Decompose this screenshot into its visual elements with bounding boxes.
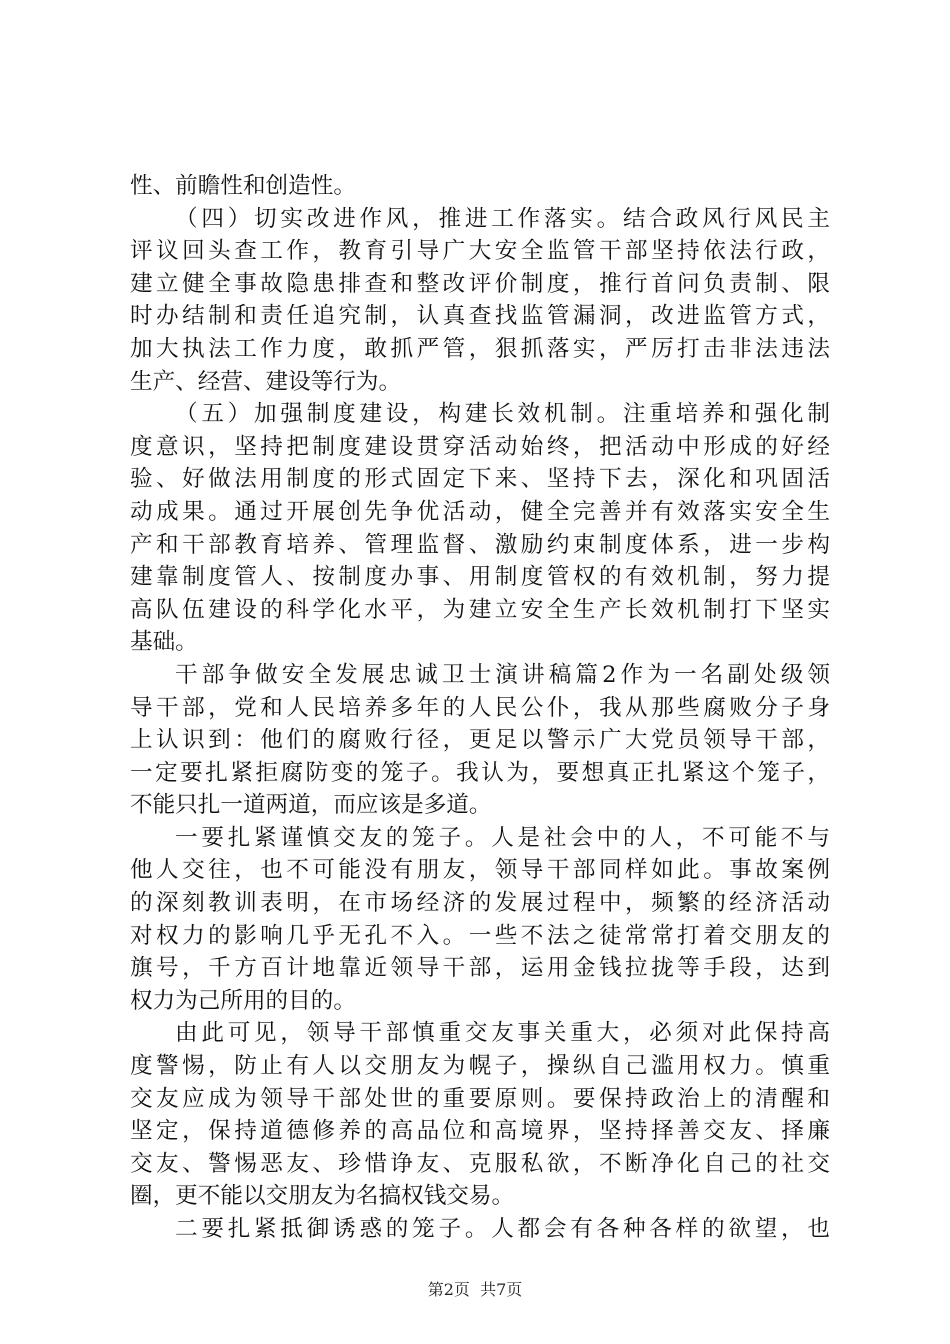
text-line: 基础。	[130, 629, 198, 656]
paragraph	[130, 398, 830, 659]
text-line: 生产、经营、建设等行为。	[130, 368, 402, 395]
text-line: 动成果。通过开展创先争优活动，健全完善并有效落实安全生	[130, 498, 830, 525]
body-text	[130, 170, 830, 1246]
text-line: 不能只扎一道两道，而应该是多道。	[130, 792, 492, 819]
page-footer: 第2页 共7页	[427, 1280, 523, 1299]
text-line: 二要扎紧抵御诱惑的笼子。人都会有各种各样的欲望，也	[175, 1216, 830, 1242]
text-line: 由此可见，领导干部慎重交友事关重大，必须对此保持高	[175, 1020, 830, 1047]
text-line: 的深刻教训表明，在市场经济的发展过程中，频繁的经济活动	[130, 890, 830, 917]
text-line: 加大执法工作力度，敢抓严管，狠抓落实，严厉打击非法违法	[130, 335, 830, 362]
text-line: 时办结制和责任追究制，认真查找监管漏洞，改进监管方式，	[130, 303, 830, 330]
text-line: 评议回头查工作，教育引导广大安全监管干部坚持依法行政，	[130, 238, 830, 265]
text-line: 他人交往，也不可能没有朋友，领导干部同样如此。事故案例	[130, 857, 830, 884]
text-line: 旗号，千方百计地靠近领导干部，运用金钱拉拢等手段，达到	[130, 955, 830, 982]
paragraph	[130, 1213, 830, 1246]
text-line: 干部争做安全发展忠诚卫士演讲稿篇2作为一名副处级领	[175, 661, 830, 688]
text-line: 圈，更不能以交朋友为名搞权钱交易。	[130, 1183, 515, 1210]
paragraph	[130, 1017, 830, 1213]
text-line: 导干部，党和人民培养多年的人民公仆，我从那些腐败分子身	[130, 694, 830, 721]
text-line: 验、好做法用制度的形式固定下来、坚持下去，深化和巩固活	[130, 466, 830, 493]
text-line: 权力为己所用的目的。	[130, 987, 356, 1014]
text-line: （五）加强制度建设，构建长效机制。注重培养和强化制	[175, 401, 830, 428]
paragraph	[130, 659, 830, 822]
text-line: 度意识，坚持把制度建设贯穿活动始终，把活动中形成的好经	[130, 433, 830, 460]
text-line: 交友应成为领导干部处世的重要原则。要保持政治上的清醒和	[130, 1085, 830, 1112]
paragraph	[130, 822, 830, 1018]
text-line: 性、前瞻性和创造性。	[130, 173, 356, 199]
text-line: 交友、警惕恶友、珍惜诤友、克服私欲，不断净化自己的社交	[130, 1150, 830, 1177]
text-line: （四）切实改进作风，推进工作落实。结合政风行风民主	[175, 205, 830, 232]
text-line: 上认识到：他们的腐败行径，更足以警示广大党员领导干部，	[130, 727, 830, 754]
text-line: 建靠制度管人、按制度办事、用制度管权的有效机制，努力提	[130, 564, 830, 591]
text-line: 度警惕，防止有人以交朋友为幌子，操纵自己滥用权力。慎重	[130, 1053, 830, 1080]
paragraph	[130, 203, 830, 399]
text-line: 对权力的影响几乎无孔不入。一些不法之徒常常打着交朋友的	[130, 922, 830, 949]
text-line: 产和干部教育培养、管理监督、激励约束制度体系，进一步构	[130, 531, 830, 558]
text-line: 高队伍建设的科学化水平，为建立安全生产长效机制打下坚实	[130, 596, 830, 623]
text-line: 一要扎紧谨慎交友的笼子。人是社会中的人，不可能不与	[175, 824, 830, 851]
text-line: 坚定，保持道德修养的高品位和高境界，坚持择善交友、择廉	[130, 1118, 830, 1145]
text-line: 建立健全事故隐患排查和整改评价制度，推行首问负责制、限	[130, 270, 830, 297]
paragraph	[130, 170, 830, 203]
text-line: 一定要扎紧拒腐防变的笼子。我认为，要想真正扎紧这个笼子，	[130, 759, 830, 786]
